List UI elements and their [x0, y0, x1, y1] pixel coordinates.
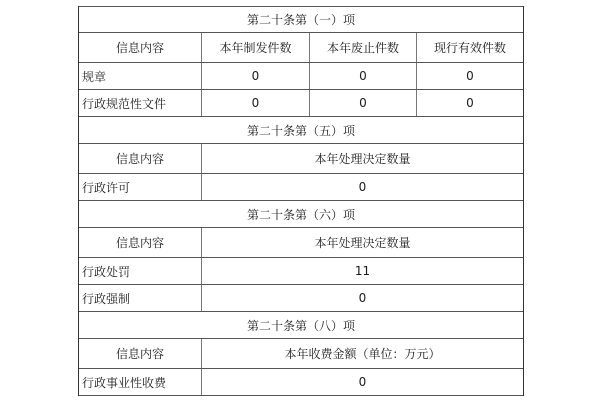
header-decision-count: 本年处理决定数量 — [314, 236, 411, 250]
row-label: 规章 — [79, 63, 202, 89]
header-fee-amount: 本年收费金额（单位：万元） — [284, 347, 441, 361]
header-info-content: 信息内容 — [79, 228, 202, 257]
row-label: 行政事业性收费 — [79, 369, 202, 395]
header-row — [79, 144, 523, 174]
section-title-row — [79, 6, 523, 33]
row-label: 行政许可 — [79, 174, 202, 200]
table-row — [79, 63, 523, 90]
header-repealed-count: 本年废止件数 — [310, 33, 417, 62]
table-row — [79, 90, 523, 117]
section-title-row — [79, 312, 523, 339]
table-row — [79, 285, 523, 312]
row-label: 行政规范性文件 — [79, 90, 202, 116]
cell-value: 0 — [358, 291, 367, 305]
cell-value: 0 — [466, 96, 474, 110]
section-title: 第二十条第（八）项 — [246, 318, 355, 333]
table-row — [79, 258, 523, 285]
header-issued-count: 本年制发件数 — [202, 33, 310, 62]
table-row — [79, 174, 523, 201]
cell-value: 0 — [202, 90, 310, 116]
cell-value: 0 — [310, 63, 417, 89]
cell-value: 11 — [354, 264, 371, 278]
cell-value: 0 — [358, 375, 367, 389]
section-title: 第二十条第（五）项 — [246, 123, 355, 138]
section-title: 第二十条第（六）项 — [246, 207, 355, 222]
header-row — [79, 33, 523, 63]
header-info-content: 信息内容 — [79, 144, 202, 173]
table-row — [79, 369, 523, 396]
section-title-row — [79, 201, 523, 228]
cell-value: 0 — [310, 90, 417, 116]
header-row — [79, 228, 523, 258]
row-label: 行政强制 — [79, 285, 202, 311]
header-row — [79, 339, 523, 369]
header-info-content: 信息内容 — [79, 33, 202, 62]
header-valid-count: 现行有效件数 — [433, 41, 506, 55]
row-label: 行政处罚 — [79, 258, 202, 284]
header-decision-count: 本年处理决定数量 — [314, 152, 411, 166]
header-info-content: 信息内容 — [79, 339, 202, 368]
disclosure-table — [78, 6, 524, 396]
section-title: 第二十条第（一）项 — [246, 13, 355, 27]
section-title-row — [79, 117, 523, 144]
cell-value: 0 — [202, 63, 310, 89]
cell-value: 0 — [358, 180, 367, 194]
cell-value: 0 — [466, 69, 474, 83]
